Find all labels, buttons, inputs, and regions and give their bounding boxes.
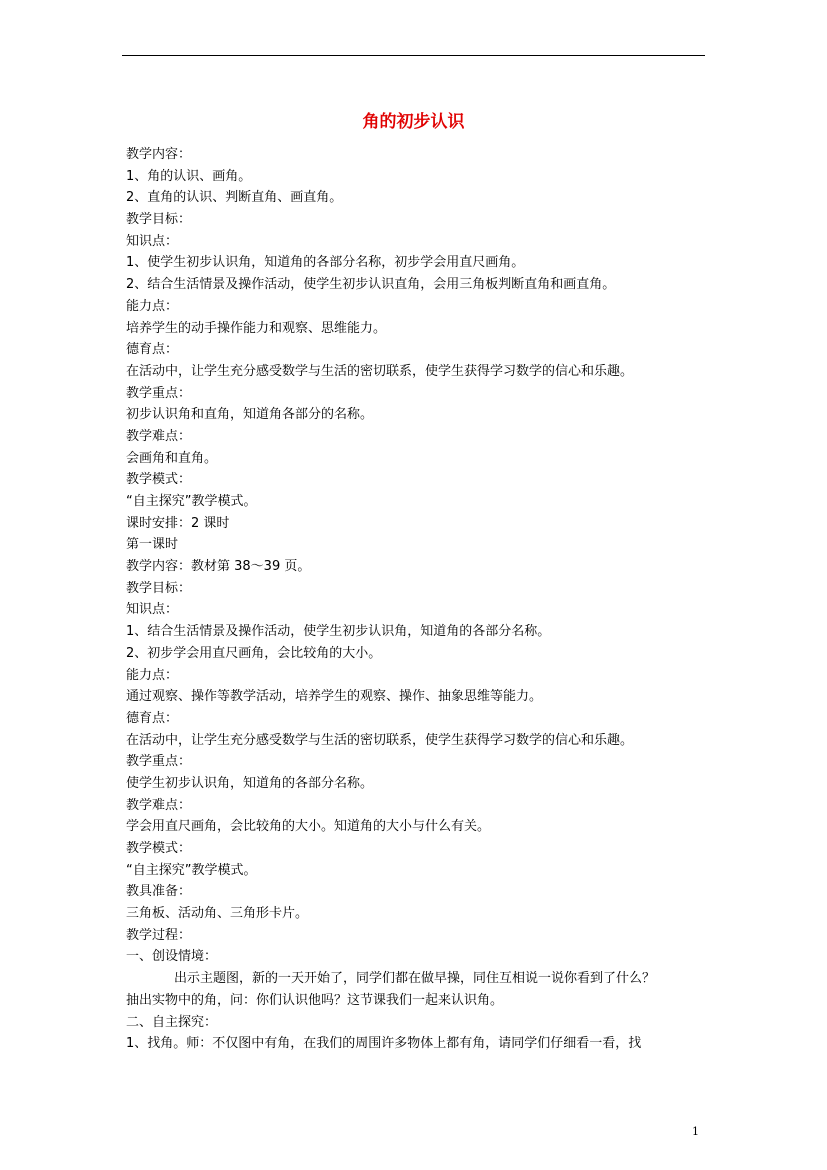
- text-line: 1、角的认识、画角。: [126, 168, 252, 184]
- text-line: 教学过程：: [126, 927, 192, 943]
- text-line: 教学难点：: [126, 428, 192, 444]
- document-body: [126, 144, 704, 1055]
- text-line: 一、创设情境：: [126, 949, 218, 965]
- text-line: 能力点：: [126, 298, 179, 314]
- text-line: 教学目标：: [126, 212, 192, 228]
- page-number: 1: [692, 1125, 699, 1138]
- text-line: 1、结合生活情景及操作活动，使学生初步认识角，知道角的各部分名称。: [126, 624, 551, 640]
- text-line: 三角板、活动角、三角形卡片。: [126, 906, 309, 922]
- text-line: 使学生初步认识角，知道角的各部分名称。: [126, 775, 374, 791]
- text-line: 德育点：: [126, 710, 179, 726]
- text-line: 2、直角的认识、判断直角、画直角。: [126, 190, 343, 206]
- text-line: 教学难点：: [126, 797, 192, 813]
- text-line: 教学模式：: [126, 472, 192, 488]
- text-line: 知识点：: [126, 233, 179, 249]
- text-line: 教学模式：: [126, 841, 192, 856]
- text-line: 初步认识角和直角，知道角各部分的名称。: [126, 407, 374, 423]
- text-line: 教学内容：: [126, 147, 192, 162]
- text-line: 第一课时: [126, 537, 179, 553]
- text-line: 二、自主探究：: [126, 1014, 218, 1030]
- text-line: 知识点：: [126, 602, 179, 618]
- text-line: 德育点：: [126, 342, 179, 358]
- text-line: 教学重点：: [126, 754, 192, 770]
- text-line: 教具准备：: [126, 884, 192, 900]
- text-line: 抽出实物中的角，问：你们认识他吗？这节课我们一起来认识角。: [126, 992, 504, 1008]
- text-line: 教学目标：: [126, 580, 192, 596]
- text-line: 1、使学生初步认识角，知道角的各部分名称，初步学会用直尺画角。: [126, 255, 525, 271]
- text-line: 通过观察、操作等教学活动，培养学生的观察、操作、抽象思维等能力。: [126, 689, 543, 705]
- text-line: “自主探究”教学模式。: [126, 494, 257, 509]
- text-line: 课时安排：2 课时: [126, 515, 230, 531]
- document-title: 角的初步认识: [362, 112, 465, 132]
- text-line: 培养学生的动手操作能力和观察、思维能力。: [126, 320, 387, 336]
- text-line: 能力点：: [126, 667, 179, 683]
- text-line: 教学内容：教材第 38～39 页。: [126, 559, 311, 575]
- text-line: 2、结合生活情景及操作活动，使学生初步认识直角，会用三角板判断直角和画直角。: [126, 277, 616, 293]
- text-line: 出示主题图，新的一天开始了，同学们都在做早操，同住互相说一说你看到了什么？: [174, 971, 656, 987]
- text-line: 在活动中，让学生充分感受数学与生活的密切联系，使学生获得学习数学的信心和乐趣。: [126, 732, 634, 748]
- header-rule: [122, 55, 705, 56]
- text-line: 在活动中，让学生充分感受数学与生活的密切联系，使学生获得学习数学的信心和乐趣。: [126, 363, 634, 379]
- text-line: 1、找角。师：不仅图中有角，在我们的周围许多物体上都有角，请同学们仔细看一看，找: [126, 1036, 642, 1052]
- text-line: 学会用直尺画角，会比较角的大小。知道角的大小与什么有关。: [126, 819, 491, 835]
- text-line: 教学重点：: [126, 385, 192, 401]
- text-line: 2、初步学会用直尺画角，会比较角的大小。: [126, 645, 382, 661]
- text-line: 会画角和直角。: [126, 450, 218, 466]
- text-line: “自主探究”教学模式。: [126, 862, 257, 878]
